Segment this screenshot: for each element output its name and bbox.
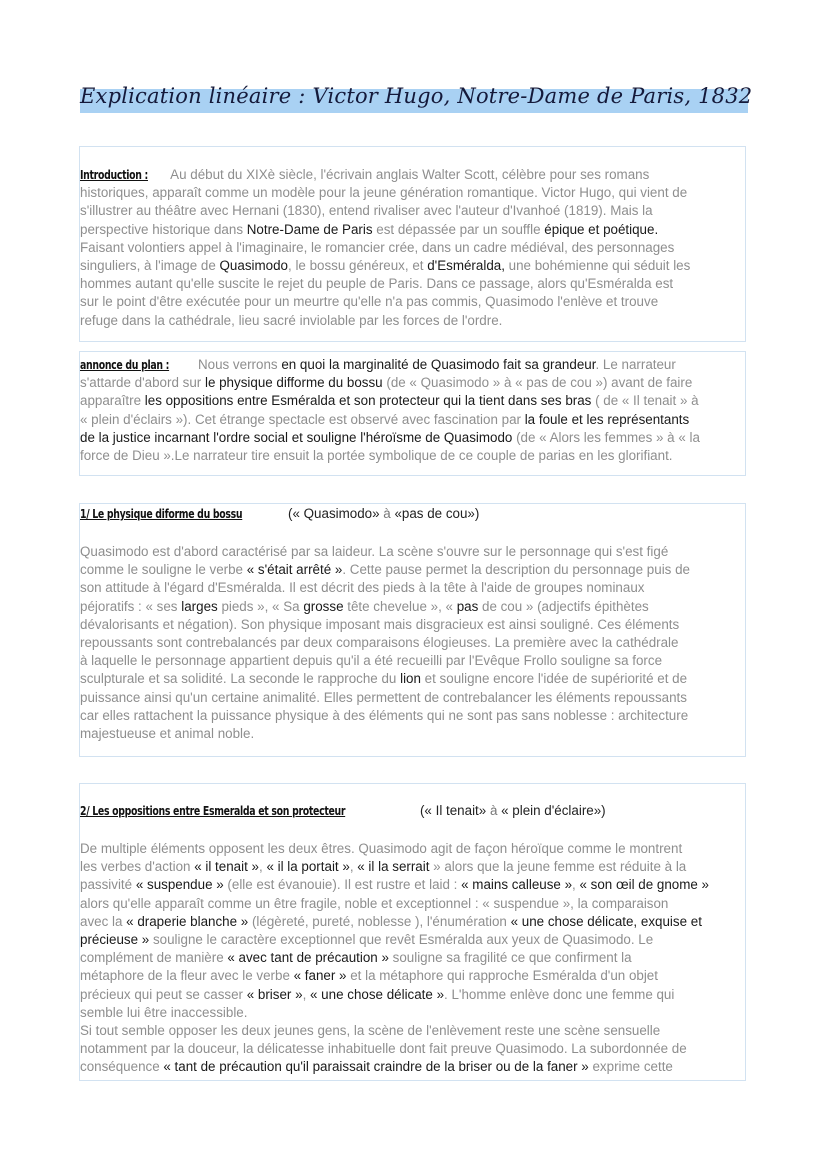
- body-text: (légèreté, pureté, noblesse ), l'énumération: [248, 913, 511, 929]
- section1-paragraph: [80, 543, 748, 743]
- text-line: [80, 598, 748, 616]
- body-text: historiques, apparaît comme un modèle pour la jeune génération romantique. Victor Hugo, qui vient de: [80, 185, 688, 201]
- text-line: [80, 447, 748, 465]
- body-text: semble lui être inaccessible.: [80, 1004, 248, 1020]
- plan-heading: annonce du plan :: [80, 358, 170, 372]
- text-line: [80, 312, 748, 330]
- body-text: une bohémienne qui séduit les: [504, 258, 691, 274]
- text-line: [80, 411, 748, 429]
- body-text: Au début du XIXè siècle, l'écrivain anglais Walter Scott, célèbre pour ses romans: [167, 167, 650, 182]
- body-text: . Le narrateur: [595, 357, 676, 372]
- text-line: [80, 634, 748, 652]
- keyword-text: « il la serrait: [357, 859, 430, 875]
- keyword-text: « une chose délicate, exquise et: [510, 913, 702, 929]
- plan-paragraph: [80, 356, 748, 465]
- body-text: refuge dans la cathédrale, lieu sacré inviolable par les forces de l'ordre.: [80, 312, 503, 328]
- body-text: » alors que la jeune femme est réduite à la: [429, 859, 687, 875]
- body-text: . Cette pause permet la description du personnage puis de: [342, 562, 690, 578]
- body-text: repoussants sont contrebalancés par deux comparaisons élogieuses. La première avec la cathédrale: [80, 635, 679, 651]
- body-text: ( de « Il tenait » à: [591, 393, 699, 409]
- keyword-text: larges: [181, 598, 218, 614]
- body-text: Si tout semble opposer les deux jeunes gens, la scène de l'enlèvement reste une scène sensuelle: [80, 1023, 661, 1039]
- body-text: apparaître: [80, 393, 145, 409]
- body-text: son attitude à l'égard d'Esméralda. Il est décrit des pieds à la tête à l'aide de groupes nominaux: [80, 580, 645, 596]
- body-text: sur le point d'être exécutée pour un meurtre qu'elle n'a pas commis, Quasimodo l'enlève et trouve: [80, 294, 659, 310]
- keyword-text: le physique difforme du bossu: [204, 375, 383, 391]
- keyword-text: « draperie blanche »: [126, 913, 249, 929]
- text-line: [80, 913, 748, 931]
- body-text: souligne sa fragilité ce que confirment la: [388, 950, 632, 966]
- body-text: s'illustrer au théâtre avec Hernani (1830), entend rivaliser avec l'auteur d'Ivanhoé (1819). Mais la: [80, 203, 653, 219]
- introduction-heading: Introduction :: [80, 168, 148, 182]
- keyword-text: lion: [400, 671, 421, 687]
- body-text: perspective historique dans: [80, 221, 247, 237]
- keyword-text: précieuse »: [80, 932, 150, 948]
- body-text: les verbes d'action: [80, 859, 195, 875]
- body-text: complément de manière: [80, 950, 228, 966]
- body-text: Faisant volontiers appel à l'imaginaire, le romancier crée, dans un cadre médiéval, des personnages: [80, 239, 675, 255]
- text-line: [80, 202, 748, 220]
- section2-range-open: (« Il tenait»: [419, 803, 487, 818]
- section1-heading-line: [80, 506, 748, 521]
- text-line: [80, 707, 748, 725]
- plan-line: [80, 356, 748, 374]
- body-text: alors qu'elle apparaît comme un être fragile, noble et exceptionnel : « suspendue », la comparaison: [80, 895, 669, 911]
- keyword-text: en quoi la marginalité de Quasimodo fait sa grandeur: [281, 357, 596, 372]
- section1-heading: 1/ Le physique diforme du bossu: [80, 507, 243, 521]
- body-text: (de « Alors les femmes » à « la: [512, 429, 700, 445]
- text-line: [80, 561, 748, 579]
- body-text: majestueuse et animal noble.: [80, 726, 255, 742]
- text-line: [80, 184, 748, 202]
- text-line: [80, 374, 748, 392]
- body-text: , le bossu généreux, et: [288, 258, 428, 274]
- body-text: ,: [302, 986, 311, 1002]
- keyword-text: « faner »: [293, 968, 347, 984]
- body-text: et souligne encore l'idée de supériorité et de: [420, 671, 688, 687]
- body-text: est dépassée par un souffle: [372, 221, 545, 237]
- text-line: [80, 239, 748, 257]
- body-text: hommes autant qu'elle suscite le rejet du peuple de Paris. Dans ce passage, alors qu'Esméralda est: [80, 276, 674, 292]
- body-text: singuliers, à l'image de: [80, 258, 220, 274]
- keyword-text: « suspendue »: [135, 877, 224, 893]
- section2-heading-line: [80, 803, 748, 818]
- keyword-text: pas: [456, 598, 479, 614]
- body-text: avec la: [80, 913, 127, 929]
- body-text: car elles rattachent la puissance physique à des éléments qui ne sont pas sans noblesse : architecture: [80, 707, 689, 723]
- section1-range-close: «pas de cou»): [394, 506, 480, 521]
- body-text: dévalorisants et négation). Son physique imposant mais disgracieux est ainsi souligné. Ces éléments: [80, 616, 680, 632]
- section2-range-close: « plein d'éclaire»): [501, 803, 606, 818]
- body-text: ,: [349, 859, 358, 875]
- text-line: [80, 689, 748, 707]
- body-text: s'attarde d'abord sur: [80, 375, 205, 391]
- text-line: [80, 257, 748, 275]
- text-line: [80, 670, 748, 688]
- body-text: de cou » (adjectifs épithètes: [478, 598, 649, 614]
- text-line: [80, 543, 748, 561]
- body-text: pieds », « Sa: [217, 598, 304, 614]
- keyword-text: « mains calleuse »: [461, 877, 573, 893]
- body-text: souligne le caractère exceptionnel que revêt Esméralda aux yeux de Quasimodo. Le: [149, 932, 654, 948]
- body-text: passivité: [80, 877, 136, 893]
- keyword-text: « une chose délicate »: [310, 986, 445, 1002]
- text-line: [80, 931, 748, 949]
- body-text: comme le souligne le verbe: [80, 562, 247, 578]
- body-text: Quasimodo est d'abord caractérisé par sa laideur. La scène s'ouvre sur le personnage qui s'est figé: [80, 544, 669, 559]
- text-line: [80, 275, 748, 293]
- text-line: [80, 652, 748, 670]
- text-line: [80, 616, 748, 634]
- text-line: [80, 293, 748, 311]
- text-line: [80, 986, 748, 1004]
- text-line: [80, 1058, 748, 1076]
- body-text: puissance ainsi qu'un certaine animalité. Elles permettent de contrebalancer les éléments repoussants: [80, 689, 687, 705]
- keyword-text: « il tenait »: [194, 859, 259, 875]
- body-text: notamment par la douceur, la délicatesse inhabituelle dont fait preuve Quasimodo. La subordonnée de: [80, 1041, 687, 1057]
- text-line: [80, 1022, 748, 1040]
- body-text: ,: [258, 859, 267, 875]
- body-text: force de Dieu ».Le narrateur tire ensuit la portée symbolique de ce couple de parias en les glorifiant.: [80, 448, 673, 464]
- keyword-text: Quasimodo: [219, 258, 288, 274]
- text-line: [80, 967, 748, 985]
- text-line: [80, 858, 748, 876]
- text-line: [80, 725, 748, 743]
- body-text: conséquence: [80, 1059, 164, 1075]
- text-line: [80, 392, 748, 410]
- keyword-text: « s'était arrêté »: [246, 562, 343, 578]
- text-line: [80, 429, 748, 447]
- body-text: exprime cette: [588, 1059, 673, 1075]
- text-line: [80, 895, 748, 913]
- section2-range-mid: à: [486, 803, 502, 818]
- introduction-paragraph: [80, 166, 748, 330]
- keyword-text: d'Esméralda,: [427, 258, 505, 274]
- text-line: [80, 579, 748, 597]
- body-text: De multiple éléments opposent les deux êtres. Quasimodo agit de façon héroïque comme le montrent: [80, 841, 683, 856]
- body-text: sculpturale et sa solidité. La seconde le rapproche du: [80, 671, 401, 687]
- keyword-text: de la justice incarnant l'ordre social et souligne l'héroïsme de Quasimodo: [80, 429, 513, 445]
- body-text: métaphore de la fleur avec le verbe: [80, 968, 294, 984]
- keyword-text: « avec tant de précaution »: [227, 950, 389, 966]
- text-line: [80, 1004, 748, 1022]
- body-text: ,: [572, 877, 580, 893]
- introduction-line: [80, 166, 748, 184]
- keyword-text: Notre-Dame de Paris: [246, 221, 373, 237]
- text-line: [80, 1040, 748, 1058]
- body-text: « plein d'éclairs »). Cet étrange spectacle est observé avec fascination par: [80, 411, 525, 427]
- section2-paragraph: [80, 840, 748, 1077]
- keyword-text: les oppositions entre Esméralda et son protecteur qui la tient dans ses bras: [144, 393, 592, 409]
- body-text: péjoratifs : « ses: [80, 598, 182, 614]
- keyword-text: « il la portait »: [266, 859, 350, 875]
- text-line: [80, 876, 748, 894]
- keyword-text: « tant de précaution qu'il paraissait craindre de la briser ou de la faner »: [163, 1059, 589, 1075]
- body-text: précieux qui peut se casser: [80, 986, 247, 1002]
- text-line: [80, 221, 748, 239]
- keyword-text: « briser »: [246, 986, 303, 1002]
- section1-range-open: (« Quasimodo»: [288, 506, 380, 521]
- keyword-text: la foule et les représentants: [524, 411, 690, 427]
- text-line: [80, 840, 748, 858]
- section2-heading: 2/ Les oppositions entre Esmeralda et son protecteur: [80, 804, 346, 818]
- page-title: Explication linéaire : Victor Hugo, Notre-Dame de Paris, 1832: [80, 84, 753, 108]
- body-text: tête chevelue », «: [343, 598, 457, 614]
- body-text: Nous verrons: [194, 357, 282, 372]
- section1-range-mid: à: [379, 506, 395, 521]
- body-text: . L'homme enlève donc une femme qui: [444, 986, 675, 1002]
- body-text: (de « Quasimodo » à « pas de cou ») avant de faire: [382, 375, 693, 391]
- body-text: (elle est évanouie). Il est rustre et laid :: [223, 877, 462, 893]
- body-text: à laquelle le personnage appartient depuis qu'il a été recueilli par l'Evêque Frollo souligne sa force: [80, 653, 663, 669]
- text-line: [80, 949, 748, 967]
- keyword-text: grosse: [303, 598, 344, 614]
- keyword-text: « son œil de gnome »: [579, 877, 709, 893]
- keyword-text: épique et poétique.: [544, 221, 659, 237]
- body-text: et la métaphore qui rapproche Esméralda d'un objet: [346, 968, 658, 984]
